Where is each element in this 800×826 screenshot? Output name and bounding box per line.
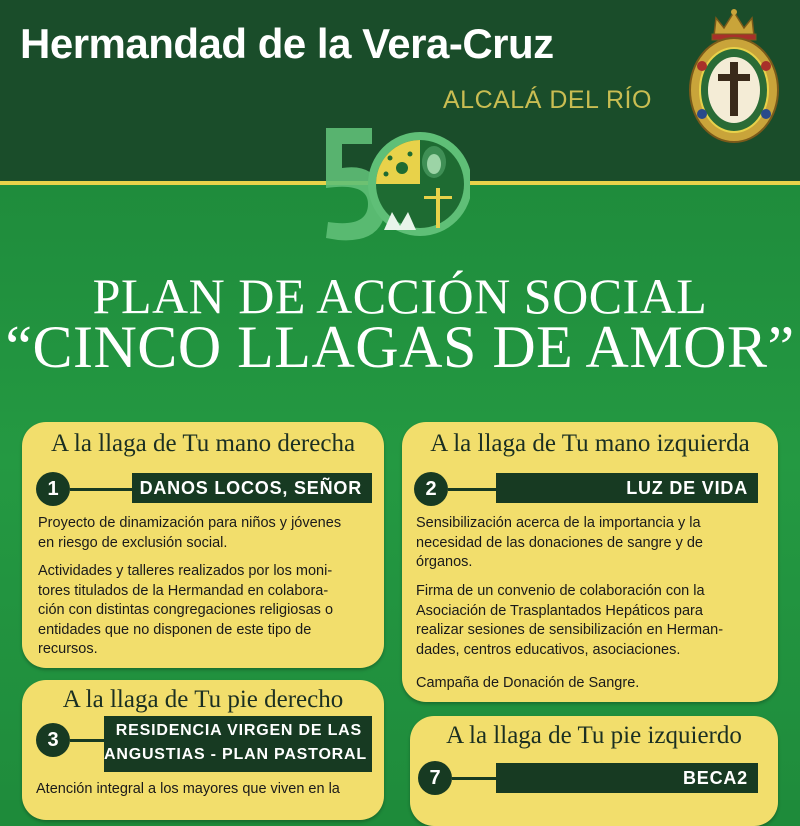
text-line: Proyecto de dinamización para niños y jóvenes <box>38 515 342 531</box>
text-line: Sensibilización acerca de la importancia y la <box>416 515 701 531</box>
card-heading: A la llaga de Tu mano derecha <box>50 430 356 457</box>
text-line: recursos. <box>38 641 98 657</box>
text-line: realizar sesiones de sensibilización en Herman- <box>416 622 724 638</box>
text-line: Firma de un convenio de colaboración con la <box>416 583 705 599</box>
text-line: tores titulados de la Hermandad en colabora- <box>38 582 329 599</box>
card-paragraph <box>416 514 772 573</box>
text-line: entidades que no disponen de este tipo de <box>38 621 312 638</box>
connector-line <box>452 777 496 780</box>
project-label: BECA2 <box>496 763 758 793</box>
card-right-hand <box>22 422 384 668</box>
connector-line <box>448 488 496 491</box>
text-line: Asociación de Trasplantados Hepáticos para <box>416 602 703 619</box>
card-number-badge: 2 <box>414 472 448 506</box>
50-anniversary-logo-icon <box>320 118 470 248</box>
text-line: Actividades y talleres realizados por los moni- <box>38 563 333 579</box>
connector-line <box>70 739 104 742</box>
card-left-hand <box>402 422 778 702</box>
label-line: ANGUSTIAS - PLAN PASTORAL <box>104 746 367 763</box>
text-line: en riesgo de exclusión social. <box>38 534 228 551</box>
card-paragraph <box>38 562 378 660</box>
project-label: DANOS LOCOS, SEÑOR <box>132 473 372 503</box>
plan-title: PLAN DE ACCIÓN SOCIAL <box>92 268 708 324</box>
card-paragraph <box>416 674 772 694</box>
label-line: RESIDENCIA VIRGEN DE LAS <box>115 722 362 739</box>
card-number-badge: 1 <box>36 472 70 506</box>
page-subtitle: ALCALÁ DEL RÍO <box>443 86 652 114</box>
text-line: Campaña de Donación de Sangre. <box>416 675 640 691</box>
text-line: dades, centros educativos, asociaciones. <box>416 641 681 658</box>
card-heading: A la llaga de Tu pie izquierdo <box>446 722 742 749</box>
text-line: órganos. <box>416 554 473 570</box>
project-label <box>104 716 372 772</box>
card-paragraph <box>38 514 378 553</box>
card-heading: A la llaga de Tu mano izquierda <box>430 430 750 457</box>
text-line: Atención integral a los mayores que viven en la <box>36 781 340 797</box>
brotherhood-crest-icon <box>686 6 782 148</box>
plan-subtitle: “CINCO LLAGAS DE AMOR” <box>5 314 795 380</box>
card-left-foot <box>410 716 778 826</box>
text-line: necesidad de las donaciones de sangre y de <box>416 534 703 551</box>
connector-line <box>70 488 132 491</box>
card-number-badge: 7 <box>418 761 452 795</box>
text-line: ción con distintas congregaciones religiosas o <box>38 602 334 618</box>
card-right-foot <box>22 680 384 820</box>
card-heading: A la llaga de Tu pie derecho <box>62 686 344 713</box>
page-title: Hermandad de la Vera-Cruz <box>20 20 554 67</box>
card-number-badge: 3 <box>36 723 70 757</box>
card-paragraph <box>36 780 380 800</box>
card-paragraph <box>416 582 772 660</box>
project-label: LUZ DE VIDA <box>496 473 758 503</box>
